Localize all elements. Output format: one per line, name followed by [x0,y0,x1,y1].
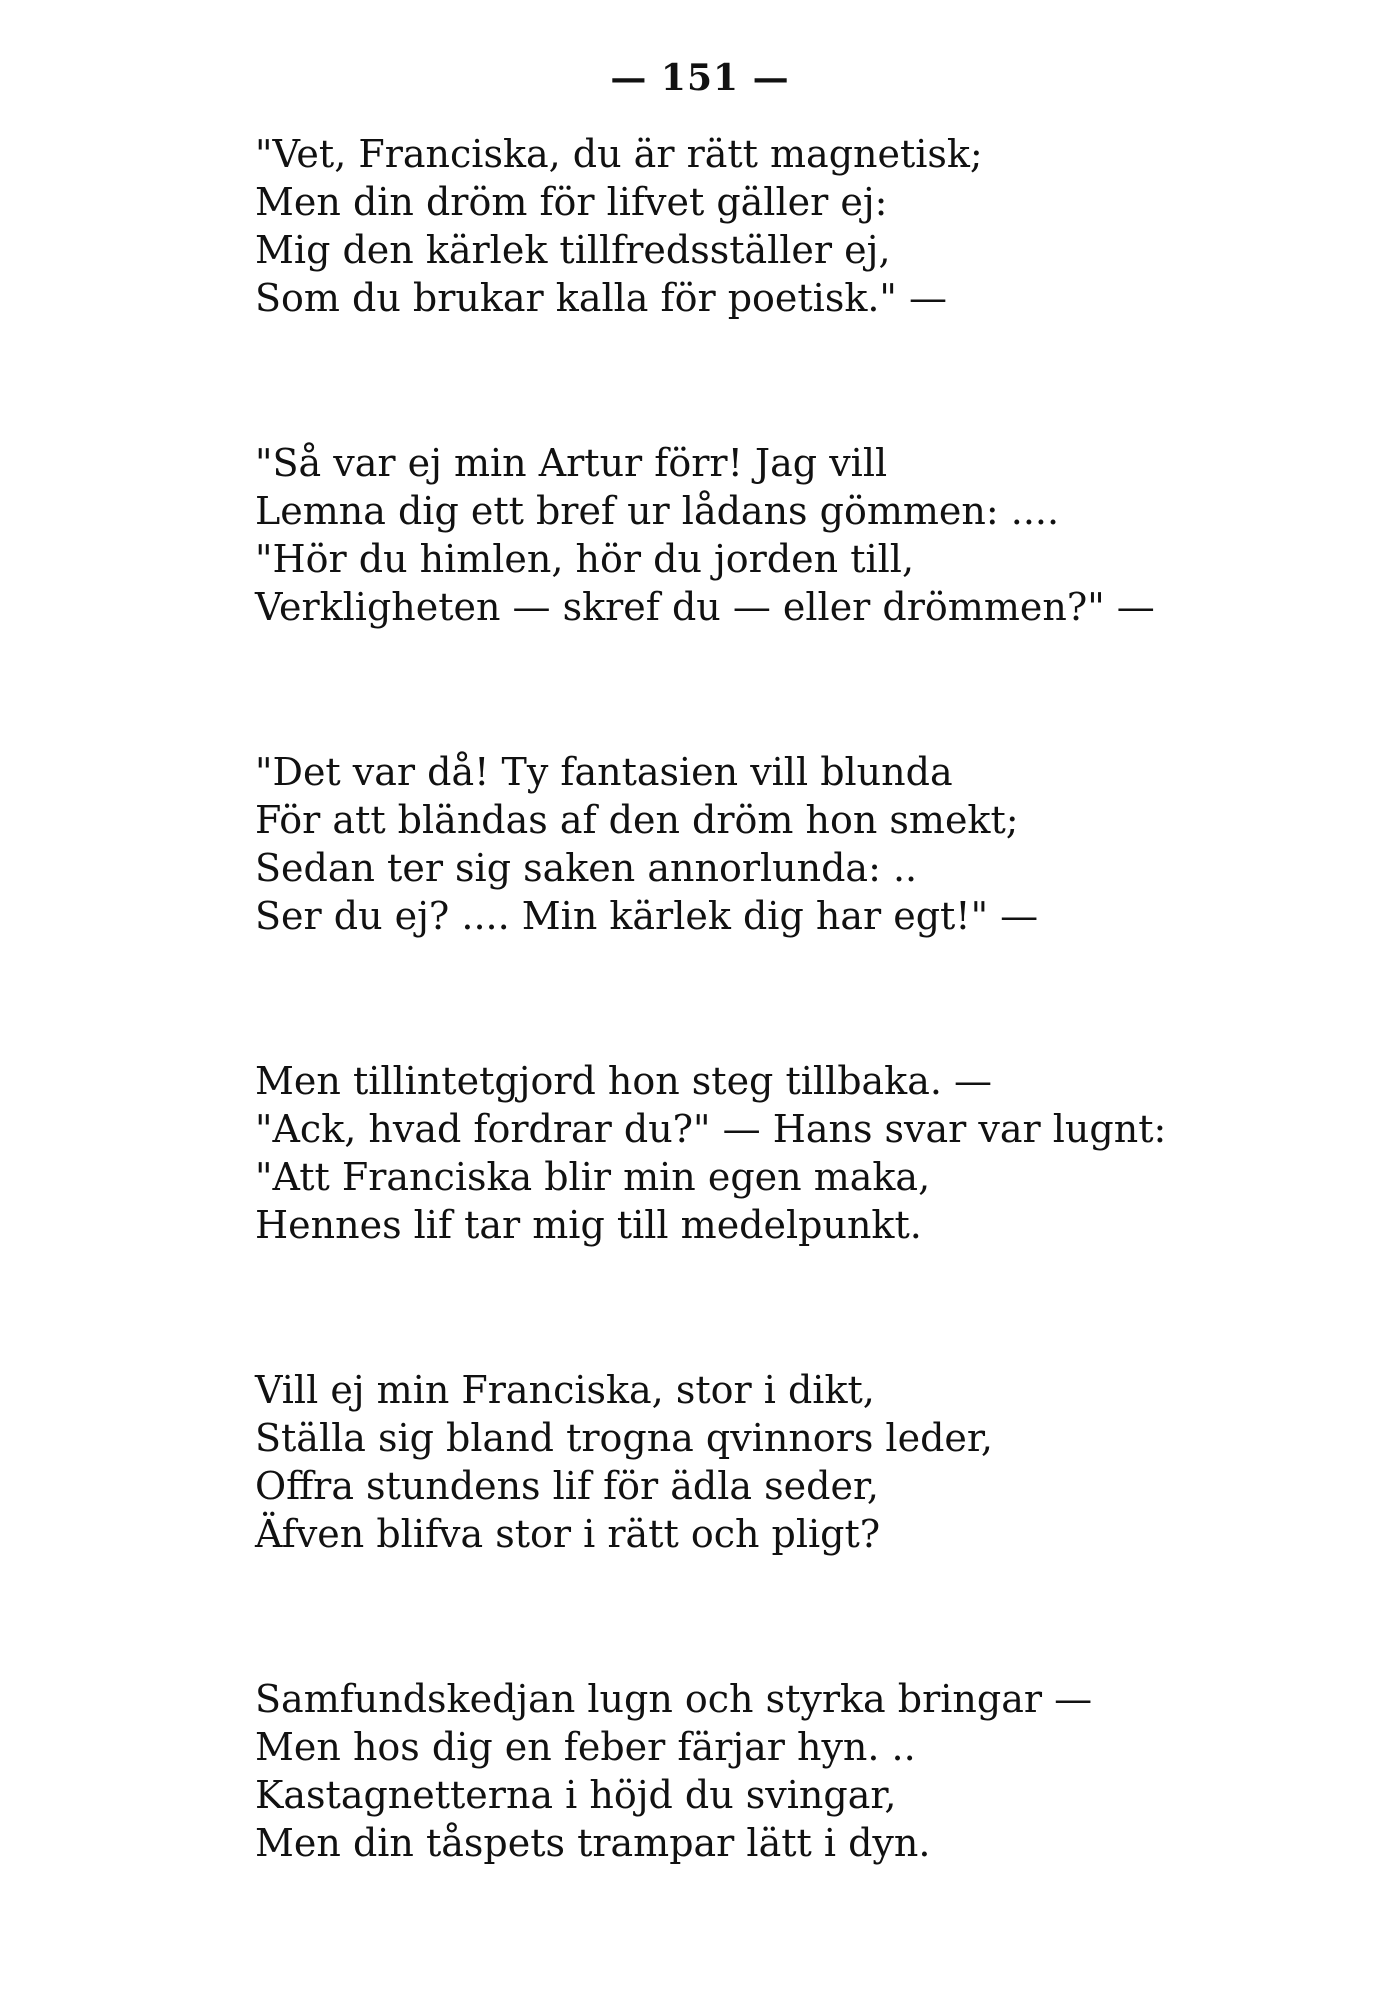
verse-line: "Ack, hvad fordrar du?" — Hans svar var lugnt: [255,1107,1167,1151]
verse-line: "Vet, Franciska, du är rätt magnetisk; [255,132,983,176]
stanza-2 [255,439,1255,631]
stanza-3 [255,748,1255,940]
stanza-1 [255,130,1255,322]
verse-line: Som du brukar kalla för poetisk." — [255,276,947,320]
verse-line: Samfundskedjan lugn och styrka bringar — [255,1677,1093,1721]
verse-line: Sedan ter sig saken annorlunda: .. [255,846,918,890]
verse-line: Äfven blifva stor i rätt och pligt? [255,1512,881,1556]
verse-line: Ställa sig bland trogna qvinnors leder, [255,1416,993,1460]
verse-line: "Det var då! Ty fantasien vill blunda [255,750,953,794]
page-number: — 151 — [610,57,790,99]
verse-line: Kastagnetterna i höjd du svingar, [255,1773,897,1817]
verse-line: Verkligheten — skref du — eller drömmen?" — [255,585,1155,629]
verse-line: "Hör du himlen, hör du jorden till, [255,537,915,581]
verse-line: Ser du ej? .... Min kärlek dig har egt!" — [255,894,1039,938]
verse-line: Men tillintetgjord hon steg tillbaka. — [255,1059,993,1103]
verse-line: Lemna dig ett bref ur lådans gömmen: .... [255,489,1060,533]
verse-line: Vill ej min Franciska, stor i dikt, [255,1368,875,1412]
verse-line: Mig den kärlek tillfredsställer ej, [255,228,891,272]
stanza-5 [255,1366,1255,1558]
verse-line: Offra stundens lif för ädla seder, [255,1464,880,1508]
verse-line: För att bländas af den dröm hon smekt; [255,798,1019,842]
stanza-6 [255,1675,1255,1867]
verse-line: Hennes lif tar mig till medelpunkt. [255,1203,922,1247]
verse-line: "Så var ej min Artur förr! Jag vill [255,441,888,485]
verse-line: Men hos dig en feber färjar hyn. .. [255,1725,916,1769]
verse-line: Men din dröm för lifvet gäller ej: [255,180,888,224]
verse-line: Men din tåspets trampar lätt i dyn. [255,1821,931,1865]
stanza-4 [255,1057,1255,1249]
verse-line: "Att Franciska blir min egen maka, [255,1155,931,1199]
poem [255,130,1255,1984]
